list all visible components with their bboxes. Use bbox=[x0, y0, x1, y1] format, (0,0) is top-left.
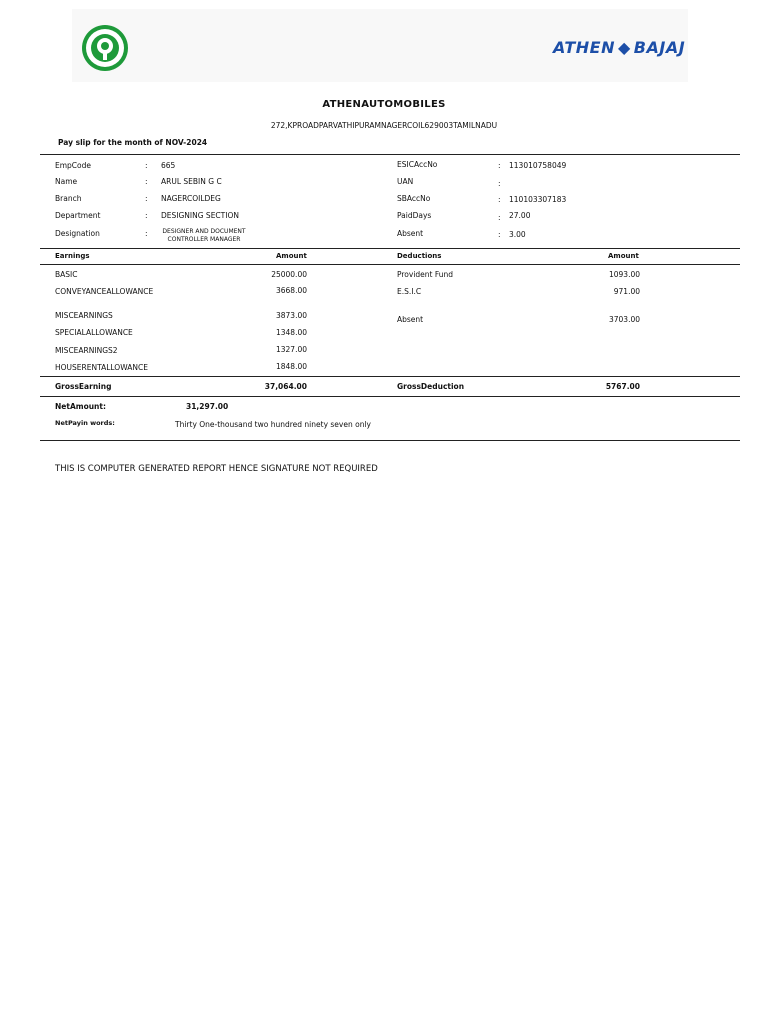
earning-name: HOUSERENTALLOWANCE bbox=[55, 363, 148, 372]
gross-earning-label: GrossEarning bbox=[55, 382, 112, 391]
field-label-sbaccno: SBAccNo bbox=[397, 194, 431, 203]
field-value-empcode: 665 bbox=[161, 161, 176, 170]
field-label-uan: UAN bbox=[397, 177, 414, 186]
payslip-title: Pay slip for the month of NOV-2024 bbox=[58, 138, 208, 147]
net-words-value: Thirty One-thousand two hundred ninety seven only bbox=[175, 420, 371, 429]
gross-earning-value: 37,064.00 bbox=[264, 382, 307, 391]
earning-amount: 1327.00 bbox=[275, 345, 307, 354]
field-value-name: ARUL SEBIN G C bbox=[161, 177, 222, 186]
field-label-branch: Branch bbox=[55, 194, 82, 203]
company-name: ATHENAUTOMOBILES bbox=[322, 99, 446, 110]
gross-deduction-value: 5767.00 bbox=[605, 382, 640, 391]
divider bbox=[40, 154, 740, 155]
colon: : bbox=[145, 229, 148, 238]
deduction-amount: 971.00 bbox=[613, 287, 640, 296]
company-logo-icon bbox=[81, 24, 129, 72]
colon: : bbox=[498, 195, 501, 204]
deductions-amount-header: Amount bbox=[608, 252, 639, 260]
field-value-branch: NAGERCOILDEG bbox=[161, 194, 221, 203]
earning-amount: 1848.00 bbox=[275, 362, 307, 371]
earning-name: BASIC bbox=[55, 270, 78, 279]
earning-amount: 3873.00 bbox=[275, 311, 307, 320]
colon: : bbox=[498, 230, 501, 239]
net-words-label: NetPayin words: bbox=[55, 419, 115, 427]
field-value-department: DESIGNING SECTION bbox=[161, 211, 239, 220]
field-label-designation: Designation bbox=[55, 229, 100, 238]
field-value-esicaccno: 113010758049 bbox=[509, 161, 567, 170]
brand-right-text: BAJAJ bbox=[633, 38, 686, 57]
colon: : bbox=[498, 179, 501, 188]
brand-logo bbox=[553, 38, 685, 57]
earning-amount: 1348.00 bbox=[275, 328, 307, 337]
earning-name: CONVEYANCEALLOWANCE bbox=[55, 287, 154, 296]
footer-note: THIS IS COMPUTER GENERATED REPORT HENCE SIGNATURE NOT REQUIRED bbox=[55, 464, 378, 474]
colon: : bbox=[145, 211, 148, 220]
field-label-empcode: EmpCode bbox=[55, 161, 92, 170]
company-address: 272,KPROADPARVATHIPURAMNAGERCOIL629003TAMILNADU bbox=[270, 121, 498, 130]
deduction-amount: 1093.00 bbox=[608, 270, 640, 279]
brand-left-text: ATHEN bbox=[553, 38, 615, 57]
divider bbox=[40, 248, 740, 249]
deduction-name: Provident Fund bbox=[397, 270, 454, 279]
gross-deduction-label: GrossDeduction bbox=[397, 382, 465, 391]
colon: : bbox=[498, 161, 501, 170]
earnings-header: Earnings bbox=[55, 252, 90, 260]
colon: : bbox=[145, 177, 148, 186]
divider bbox=[40, 440, 740, 441]
colon: : bbox=[498, 213, 501, 222]
deduction-name: E.S.I.C bbox=[397, 287, 422, 296]
field-label-name: Name bbox=[55, 177, 78, 186]
field-label-paiddays: PaidDays bbox=[397, 211, 432, 220]
field-label-department: Department bbox=[55, 211, 101, 220]
field-value-sbaccno: 110103307183 bbox=[509, 195, 567, 204]
deduction-name: Absent bbox=[397, 315, 424, 324]
deductions-header: Deductions bbox=[397, 252, 442, 260]
divider bbox=[40, 264, 740, 265]
field-label-absent: Absent bbox=[397, 229, 424, 238]
colon: : bbox=[145, 161, 148, 170]
divider bbox=[40, 376, 740, 377]
earnings-amount-header: Amount bbox=[276, 252, 307, 260]
designation-line-2: CONTROLLER MANAGER bbox=[167, 236, 241, 243]
field-value-absent: 3.00 bbox=[509, 230, 526, 239]
earning-amount: 3668.00 bbox=[275, 286, 307, 295]
net-amount-value: 31,297.00 bbox=[186, 402, 229, 411]
colon: : bbox=[145, 194, 148, 203]
deduction-amount: 3703.00 bbox=[608, 315, 640, 324]
earning-name: MISCEARNINGS2 bbox=[55, 346, 118, 355]
field-label-esicaccno: ESICAccNo bbox=[397, 160, 438, 169]
earning-name: MISCEARNINGS bbox=[55, 311, 113, 320]
earning-amount: 25000.00 bbox=[271, 270, 307, 279]
bajaj-mark-icon: ◆ bbox=[617, 38, 631, 57]
field-value-paiddays: 27.00 bbox=[509, 211, 531, 220]
field-value-designation bbox=[156, 228, 252, 244]
earning-name: SPECIALALLOWANCE bbox=[55, 328, 133, 337]
divider bbox=[40, 396, 740, 397]
net-amount-label: NetAmount: bbox=[55, 402, 106, 411]
designation-line-1: DESIGNER AND DOCUMENT bbox=[162, 228, 246, 235]
